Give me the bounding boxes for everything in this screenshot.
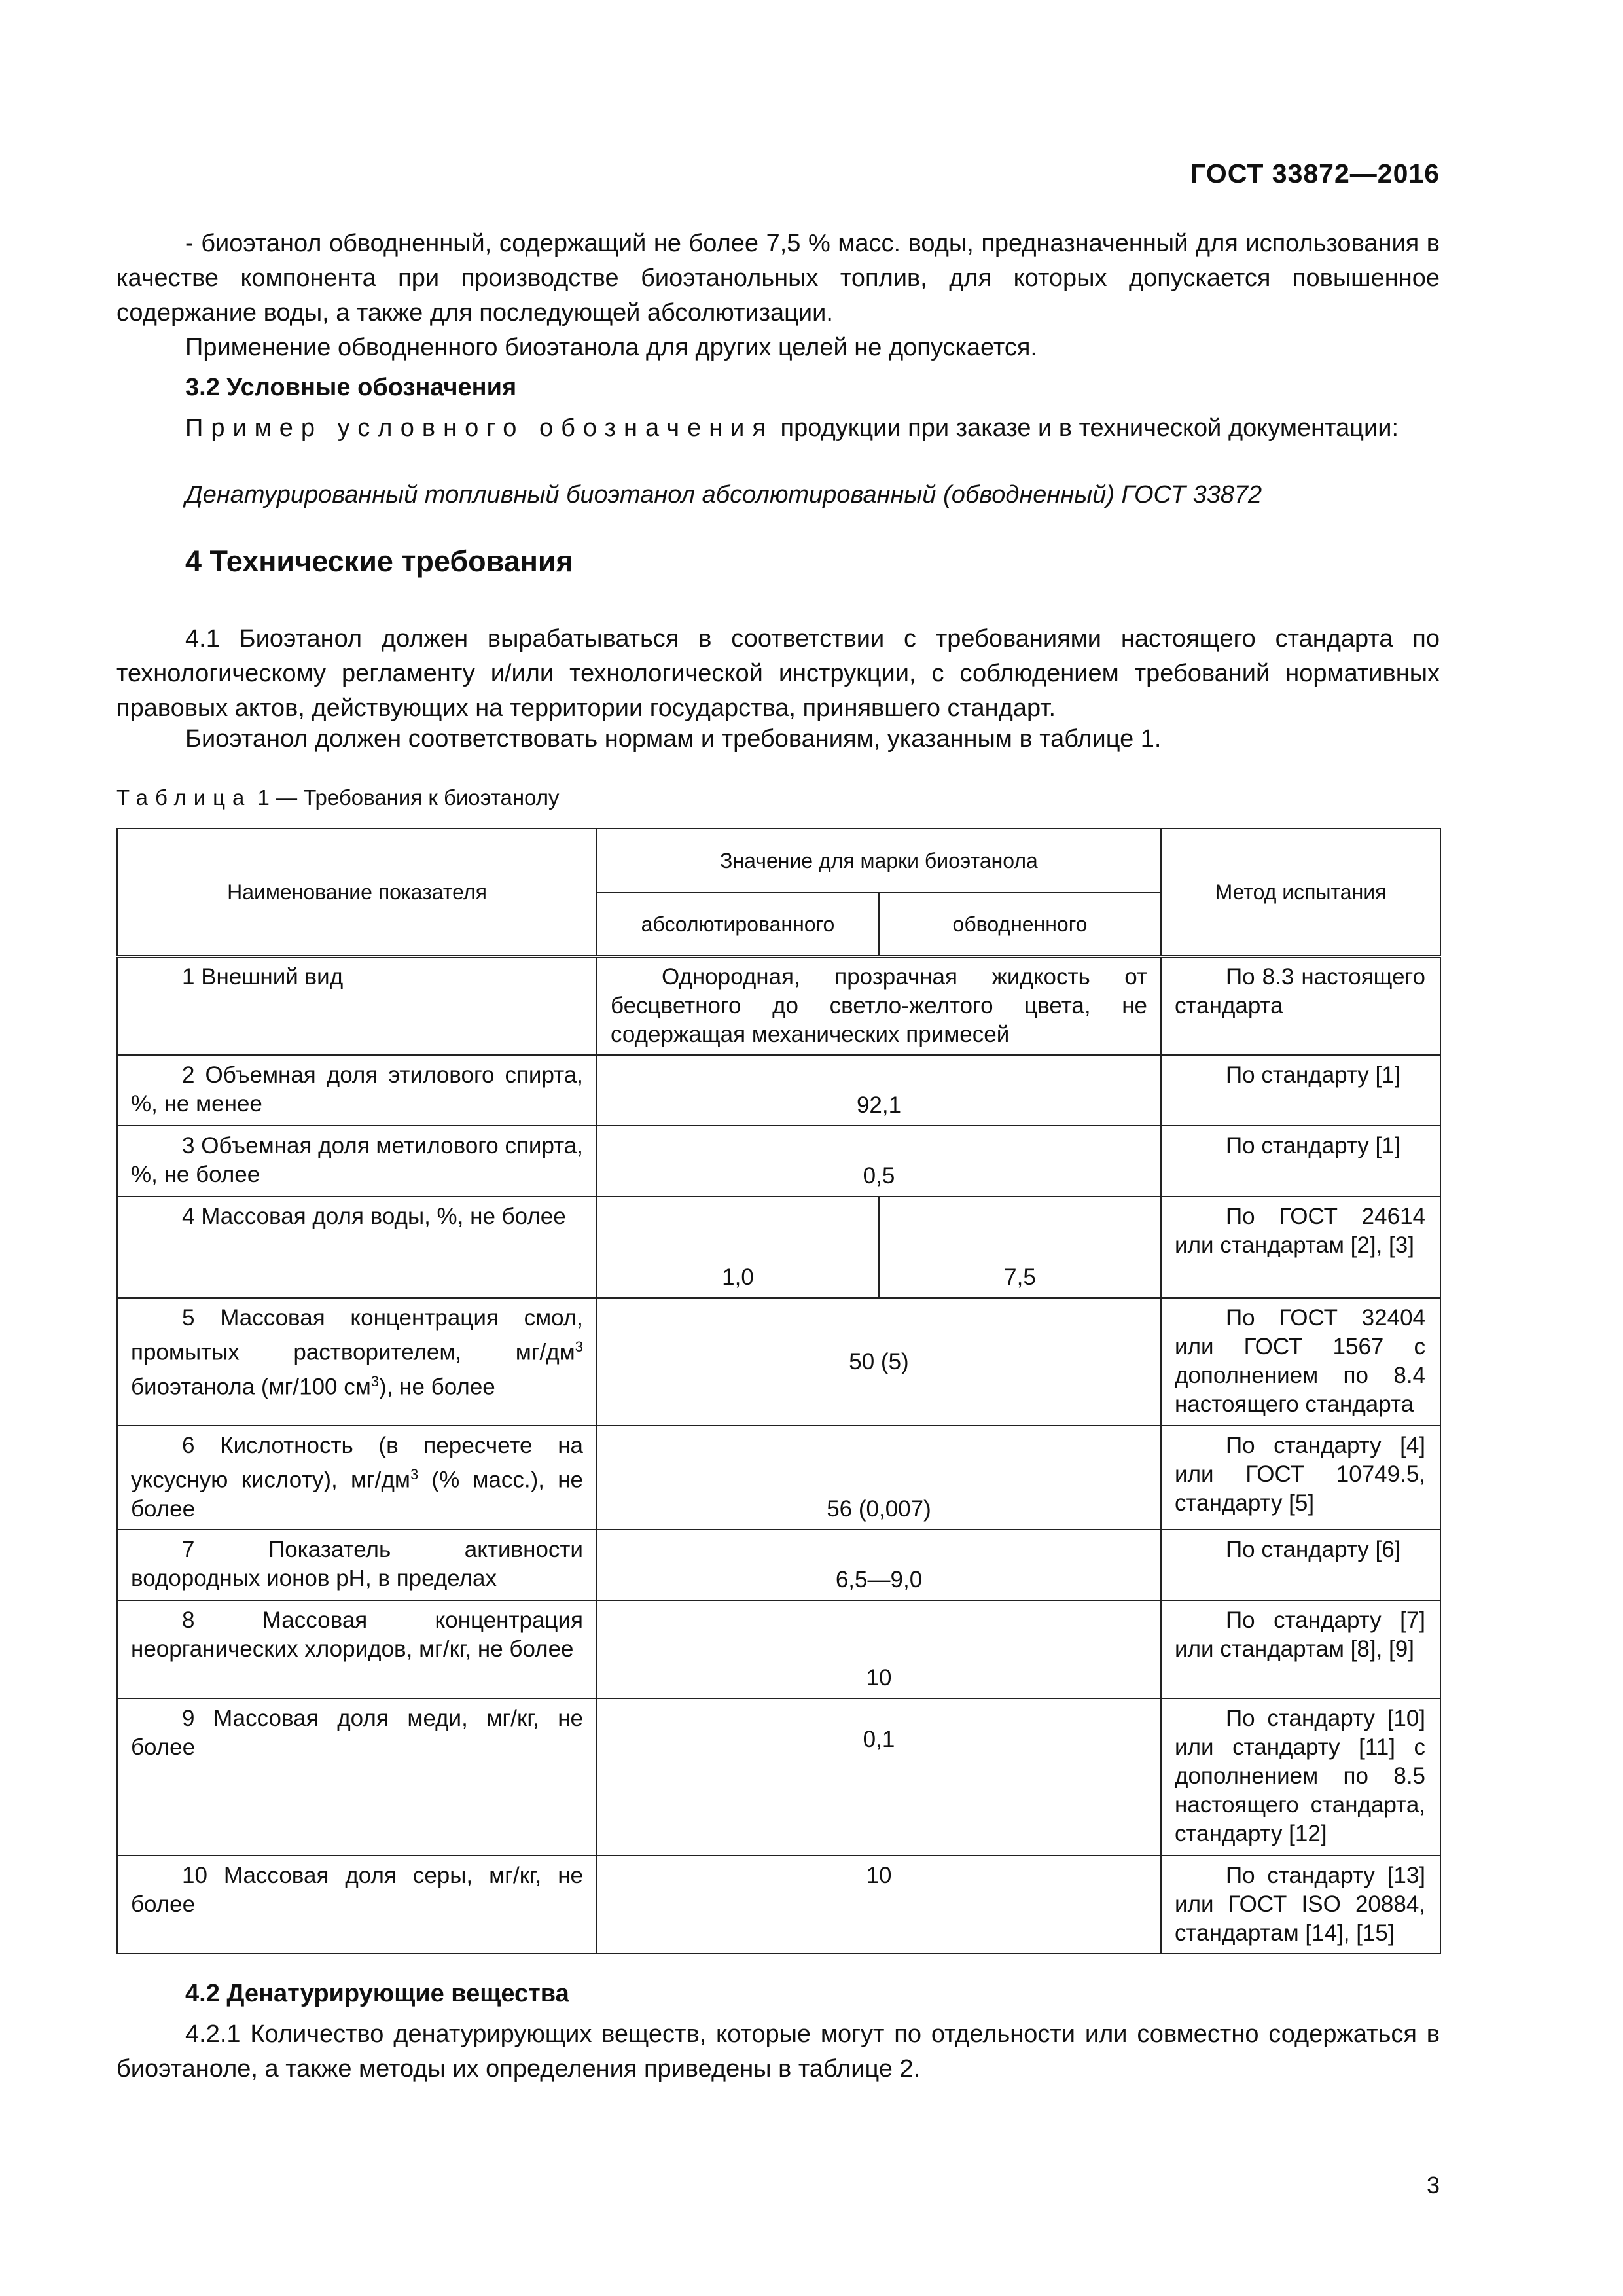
table-caption-rest: 1 — Требования к биоэтанолу [251, 785, 560, 810]
row-method: По стандарту [13] или ГОСТ ISO 20884, стандартам [14], [15] [1161, 1856, 1440, 1954]
paragraph-4-1b: Биоэтанол должен соответствовать нормам и требованиям, указанным в таблице 1. [185, 725, 1162, 753]
table-row [117, 1600, 1440, 1698]
header-indicator-name: Наименование показателя [117, 829, 597, 956]
row-method: По стандарту [1] [1161, 1055, 1440, 1126]
row-method: По стандарту [10] или стандарту [11] с дополнением по 8.5 настоящего стандарта, стандарту [12] [1161, 1698, 1440, 1856]
table-row [117, 1698, 1440, 1856]
row-method: По ГОСТ 24614 или стандартам [2], [3] [1161, 1196, 1440, 1298]
designation-example-text: Денатурированный топливный биоэтанол абсолютированный (обводненный) ГОСТ 33872 [185, 481, 1262, 509]
header-test-method: Метод испытания [1161, 829, 1440, 956]
row-value-watered: 7,5 [879, 1196, 1161, 1298]
row-name: 8 Массовая концентрация неорганических хлоридов, мг/кг, не более [117, 1600, 597, 1698]
designation-example-label: Пример условного обозначения [185, 414, 774, 442]
row-name: 7 Показатель активности водородных ионов pH, в пределах [117, 1530, 597, 1600]
section-4-title: 4 Технические требования [185, 545, 573, 578]
paragraph-4-1: 4.1 Биоэтанол должен вырабатываться в соответствии с требованиями настоящего стандарта по технологическому регламенту и/или технологической инструкции, с соблюдением требований нормативных правовых актов, действующих на территории государства, принявшего стандарт. [116, 625, 1440, 722]
row-name: 3 Объемная доля метилового спирта, %, не более [117, 1126, 597, 1196]
table-row [117, 1196, 1440, 1298]
paragraph-4-2-1: 4.2.1 Количество денатурирующих веществ, которые могут по отдельности или совместно содержаться в биоэтаноле, а также методы их определения приведены в таблице 2. [116, 2020, 1440, 2083]
table-row [117, 1856, 1440, 1954]
header-watered: обводненного [879, 893, 1161, 956]
intro-paragraph-2: Применение обводненного биоэтанола для других целей не допускается. [185, 334, 1037, 361]
row-name: 4 Массовая доля воды, %, не более [117, 1196, 597, 1298]
row-value: 92,1 [597, 1055, 1161, 1126]
row-name: 2 Объемная доля этилового спирта, %, не менее [117, 1055, 597, 1126]
table-row [117, 1126, 1440, 1196]
section-4-2-title: 4.2 Денатурирующие вещества [185, 1980, 569, 2007]
row-value: 50 (5) [597, 1298, 1161, 1426]
row-method: По стандарту [1] [1161, 1126, 1440, 1196]
row-value: 0,1 [597, 1698, 1161, 1856]
table-1-caption [116, 785, 559, 810]
intro-paragraph-1: - биоэтанол обводненный, содержащий не более 7,5 % масс. воды, предназначенный для использования в качестве компонента при производстве биоэтанольных топлив, для которых допускается повышенное содержание воды, а также для последующей абсолютизации. [116, 230, 1440, 327]
table-caption-label: Таблица [116, 785, 252, 810]
row-method: По ГОСТ 32404 или ГОСТ 1567 с дополнением по 8.4 настоящего стандарта [1161, 1298, 1440, 1426]
page-number: 3 [1426, 2172, 1440, 2198]
row-method: По стандарту [6] [1161, 1530, 1440, 1600]
designation-example-intro [116, 411, 1440, 446]
row-value: 10 [597, 1600, 1161, 1698]
row-value: Однородная, прозрачная жидкость от бесцветного до светло-желтого цвета, не содержащая механических примесей [597, 956, 1161, 1055]
row-value: 56 (0,007) [597, 1426, 1161, 1530]
table-row [117, 1426, 1440, 1530]
row-name: 1 Внешний вид [117, 956, 597, 1055]
section-3-2-title: 3.2 Условные обозначения [185, 374, 517, 401]
designation-example-rest: продукции при заказе и в технической документации: [774, 414, 1399, 442]
row-value-absolute: 1,0 [597, 1196, 879, 1298]
row-method: По стандарту [4] или ГОСТ 10749.5, стандарту [5] [1161, 1426, 1440, 1530]
row-value: 6,5—9,0 [597, 1530, 1161, 1600]
table-row [117, 1298, 1440, 1426]
row-name: 9 Массовая доля меди, мг/кг, не более [117, 1698, 597, 1856]
row-name: 10 Массовая доля серы, мг/кг, не более [117, 1856, 597, 1954]
table-row [117, 956, 1440, 1055]
row-name: 6 Кислотность (в пересчете на уксусную кислоту), $мг/дм^3$ (% масс.), не более [117, 1426, 597, 1530]
document-header-id: ГОСТ 33872—2016 [1190, 158, 1440, 188]
requirements-table [116, 828, 1441, 1954]
row-name: 5 Массовая концентрация смол, промытых растворителем, $мг/дм^3$ биоэтанола (мг/100 $см^3$), не более [117, 1298, 597, 1426]
row-value: 0,5 [597, 1126, 1161, 1196]
row-method: По 8.3 настоящего стандарта [1161, 956, 1440, 1055]
header-absolute: абсолютированного [597, 893, 879, 956]
row-method: По стандарту [7] или стандартам [8], [9] [1161, 1600, 1440, 1698]
header-value-group: Значение для марки биоэтанола [597, 829, 1161, 893]
table-row [117, 1530, 1440, 1600]
row-value: 10 [597, 1856, 1161, 1954]
table-row [117, 1055, 1440, 1126]
